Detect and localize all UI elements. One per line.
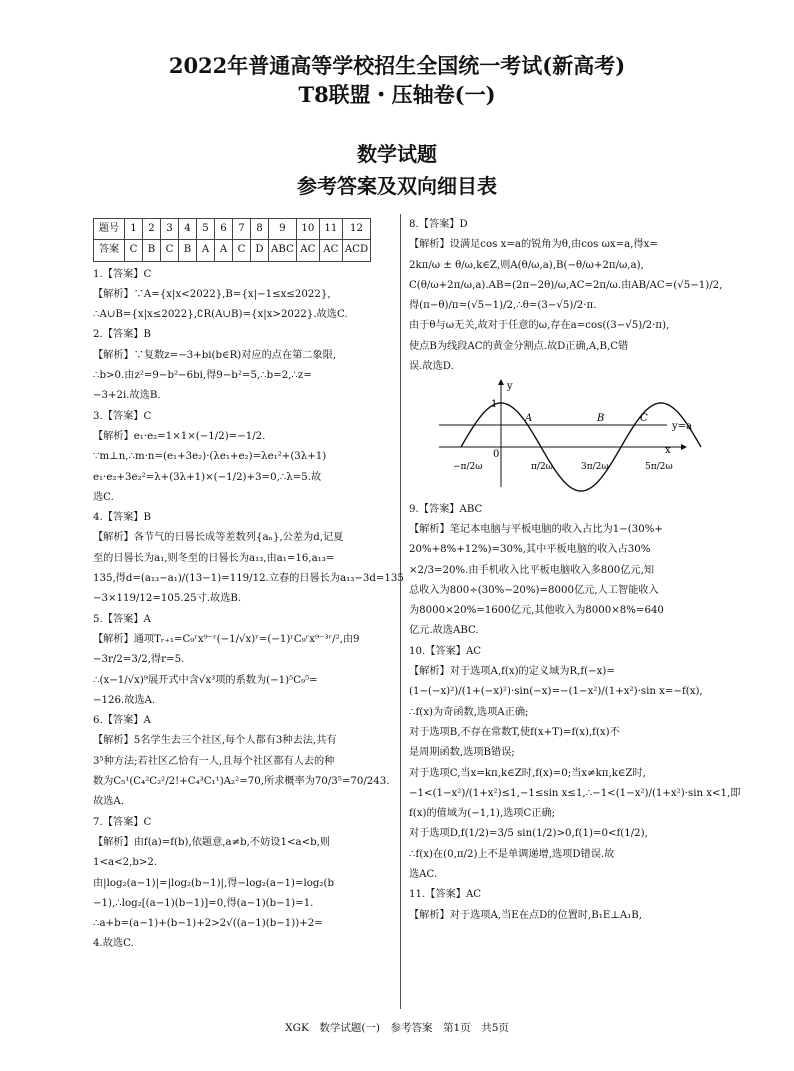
solution-line: 【解析】各节气的日晷长成等差数列{aₙ},公差为d,记夏 (93, 532, 344, 544)
solution-line: 是周期函数,选项B错误; (409, 747, 515, 759)
answer-cell: C (161, 240, 179, 261)
answer-cell: B (143, 240, 161, 261)
y-one-label: 1 (491, 399, 498, 411)
solution-line: 【解析】∵A={x|x<2022},B={x|−1≤x≤2022}, (93, 288, 331, 300)
solution-line: 【解析】e₁·e₂=1×1×(−1/2)=−1/2. (93, 430, 266, 442)
y-axis-label: y (507, 381, 513, 393)
solution-line: 【解析】设满足cos x=a的锐角为θ,由cos ωx=a,得x= (409, 239, 658, 251)
solution-line: −3+2i.故选B. (93, 390, 161, 402)
solution-line: (1−(−x)²)/(1+(−x)²)·sin(−x)=−(1−x²)/(1+x²)·sin x=−f(x), (409, 686, 703, 698)
tick-label: 5π/2ω (645, 462, 673, 473)
question-number: 6 (215, 219, 233, 240)
solution-line: 7.【答案】C (93, 816, 152, 828)
solution-line: ∵m⊥n,∴m·n=(e₁+3e₂)·(λe₁+e₂)=λe₁²+(3λ+1) (93, 451, 327, 463)
solution-line: 对于选项D,f(1/2)=3/5 sin(1/2)>0,f(1)=0<f(1/2), (409, 828, 648, 840)
solution-line: 【解析】由f(a)=f(b),依题意,a≠b,不妨设1<a<b,则 (93, 836, 331, 848)
point-b-label: B (597, 413, 605, 425)
tick-label: −π/2ω (453, 462, 483, 473)
answer-cell: ABC (269, 240, 297, 261)
solution-line: 9.【答案】ABC (409, 503, 483, 515)
question-number: 4 (179, 219, 197, 240)
solution-line: 135,得d=(a₁₃−a₁)/(13−1)=119/12.立春的日晷长为a₁₃−3d=135 (93, 573, 404, 585)
column-divider (400, 214, 401, 1009)
question-number: 2 (143, 219, 161, 240)
question-number: 7 (233, 219, 251, 240)
point-c-label: C (640, 413, 648, 425)
solution-line: 对于选项B,不存在常数T,使f(x+T)=f(x),f(x)不 (409, 726, 620, 738)
solution-line: 4.【答案】B (93, 512, 151, 524)
origin-label: 0 (493, 449, 500, 461)
solution-line: 总收入为800÷(30%−20%)=8000亿元,人工智能收入 (409, 584, 659, 596)
solution-line: 【解析】∵复数z=−3+bi(b∈R)对应的点在第二象限, (93, 349, 337, 361)
right-solutions-top (409, 215, 723, 377)
answer-key-title: 参考答案及双向细目表 (297, 174, 497, 198)
solution-line: 【解析】通项Tᵣ₊₁=C₉ʳx⁹⁻ʳ(−1/√x)ʳ=(−1)ʳC₉ʳx⁹⁻³ʳ/²,由9 (93, 633, 360, 645)
solution-line: 2kπ/ω ± θ/ω,k∈Z,则A(θ/ω,a),B(−θ/ω+2π/ω,a), (409, 259, 644, 271)
solution-line: ∴(x−1/√x)⁹展开式中含√x³项的系数为(−1)⁵C₉⁵= (93, 674, 318, 686)
answer-cell: AC (319, 240, 342, 261)
solution-line: 至的日晷长为a₁,则冬至的日晷长为a₁₃,由a₁=16,a₁₃= (93, 552, 335, 564)
solution-line: −3r/2=3/2,得r=5. (93, 654, 185, 666)
solution-line: ∴f(x)为奇函数,选项A正确; (409, 706, 529, 718)
tick-label: 3π/2ω (581, 462, 609, 473)
question-number: 9 (269, 219, 297, 240)
cosine-graph (435, 379, 692, 491)
solution-line: 2.【答案】B (93, 329, 151, 341)
question-number: 5 (197, 219, 215, 240)
answer-cell: D (251, 240, 269, 261)
answer-cell: C (233, 240, 251, 261)
solution-line: 为8000×20%=1600亿元,其他收入为8000×8%=640 (409, 605, 664, 617)
line-a-label: y=a (672, 421, 692, 433)
solution-line: ∴f(x)在(0,π/2)上不是单调递增,选项D错误.故 (409, 848, 615, 860)
solution-line: C(θ/ω+2π/ω,a).AB=(2π−2θ)/ω,AC=2π/ω.由AB/AC=(√5−1)/2, (409, 279, 723, 291)
solution-line: 故选A. (93, 796, 124, 808)
solution-line: 【解析】对于选项A,f(x)的定义域为R,f(−x)= (409, 666, 615, 678)
question-number: 11 (319, 219, 342, 240)
answer-cell: B (179, 240, 197, 261)
question-number: 3 (161, 219, 179, 240)
solution-line: 选C. (93, 491, 114, 503)
answer-cell: C (125, 240, 143, 261)
solution-line: 选AC. (409, 869, 438, 881)
answer-table-number-row (94, 219, 371, 240)
question-number: 1 (125, 219, 143, 240)
solution-line: −1),∴log₂[(a−1)(b−1)]=0,得(a−1)(b−1)=1. (93, 897, 314, 909)
solution-line: 数为C₅¹(C₄²C₂²/2!+C₄³C₁¹)A₂²=70,所求概率为70/3⁵=70/243. (93, 776, 390, 788)
solution-line: −1<(1−x²)/(1+x²)≤1,−1≤sin x≤1,∴−1<(1−x²)/(1+x²)·sin x<1,即 (409, 787, 741, 799)
exam-subtitle: T8联盟・压轴卷(一) (298, 82, 496, 107)
solution-line: 10.【答案】AC (409, 645, 482, 657)
solution-line: 11.【答案】AC (409, 889, 482, 901)
solution-line: f(x)的值域为(−1,1),选项C正确; (409, 808, 556, 820)
solution-line: 1<a<2,b>2. (93, 857, 158, 869)
answer-table (93, 218, 371, 262)
solution-line: 【解析】5名学生去三个社区,每个人都有3种去法,共有 (93, 735, 337, 747)
solution-line: 【解析】笔记本电脑与平板电脑的收入占比为1−(30%+ (409, 523, 663, 535)
left-solutions (93, 265, 404, 955)
solution-line: 使点B为线段AC的黄金分割点.故D正确,A,B,C错 (409, 340, 629, 352)
question-number: 10 (296, 219, 319, 240)
question-number: 12 (342, 219, 370, 240)
solution-line: ∴A∪B={x|x≤2022},∁R(A∪B)={x|x>2022}.故选C. (93, 309, 348, 321)
page-footer: XGK 数学试题(一) 参考答案 第1页 共5页 (285, 1022, 509, 1034)
solution-line: 1.【答案】C (93, 268, 152, 280)
tick-label: π/2ω (531, 462, 554, 473)
solution-line: ×2/3=20%.由手机收入比平板电脑收入多800亿元,知 (409, 564, 655, 576)
left-column (93, 215, 404, 955)
solution-line: −126.故选A. (93, 694, 156, 706)
solution-line: 亿元.故选ABC. (409, 625, 479, 637)
answer-cell: ACD (342, 240, 370, 261)
x-axis-arrow-icon (681, 444, 687, 450)
y-axis-arrow-icon (498, 379, 504, 385)
solution-line: 误.故选D. (409, 361, 454, 373)
right-solutions-bottom (409, 500, 741, 926)
x-axis-label: x (665, 445, 671, 457)
table-row-label: 答案 (94, 240, 125, 261)
solution-line: 得(π−θ)/π=(√5−1)/2,∴θ=(3−√5)/2·π. (409, 300, 597, 312)
solution-line: 20%+8%+12%)=30%,其中平板电脑的收入占30% (409, 544, 651, 556)
solution-line: ∴b>0.由z²=9−b²−6bi,得9−b²=5,∴b=2,∴z= (93, 370, 312, 382)
solution-line: 6.【答案】A (93, 715, 151, 727)
solution-line: 3⁵种方法;若社区乙恰有一人,且每个社区都有人去的种 (93, 755, 335, 767)
answer-cell: A (197, 240, 215, 261)
solution-line: 4.故选C. (93, 938, 134, 950)
solution-line: 3.【答案】C (93, 410, 152, 422)
solution-line: e₁·e₂+3e₂²=λ+(3λ+1)×(−1/2)+3=0,∴λ=5.故 (93, 471, 322, 483)
solution-line: 5.【答案】A (93, 613, 151, 625)
solution-line: 8.【答案】D (409, 219, 468, 230)
subject-title: 数学试题 (357, 142, 437, 166)
solution-line: ∴a+b=(a−1)+(b−1)+2>2√((a−1)(b−1))+2= (93, 918, 323, 930)
solution-line: 由于θ与ω无关,故对于任意的ω,存在a=cos((3−√5)/2·π), (409, 320, 670, 332)
solution-line: 对于选项C,当x=kπ,k∈Z时,f(x)=0;当x≠kπ,k∈Z时, (409, 767, 646, 779)
answer-table-answer-row (94, 240, 371, 261)
solution-line: 由|log₂(a−1)|=|log₂(b−1)|,得−log₂(a−1)=log₂(b (93, 877, 335, 889)
solution-line: 【解析】对于选项A,当E在点D的位置时,B₁E⊥A₁B, (409, 909, 643, 921)
right-column (409, 215, 741, 926)
exam-title: 2022年普通高等学校招生全国统一考试(新高考) (168, 53, 626, 78)
solution-line: −3×119/12=105.25寸.故选B. (93, 593, 242, 605)
table-row-label: 题号 (94, 219, 125, 240)
question-number: 8 (251, 219, 269, 240)
answer-cell: AC (296, 240, 319, 261)
answer-cell: A (215, 240, 233, 261)
point-a-label: A (525, 413, 533, 425)
